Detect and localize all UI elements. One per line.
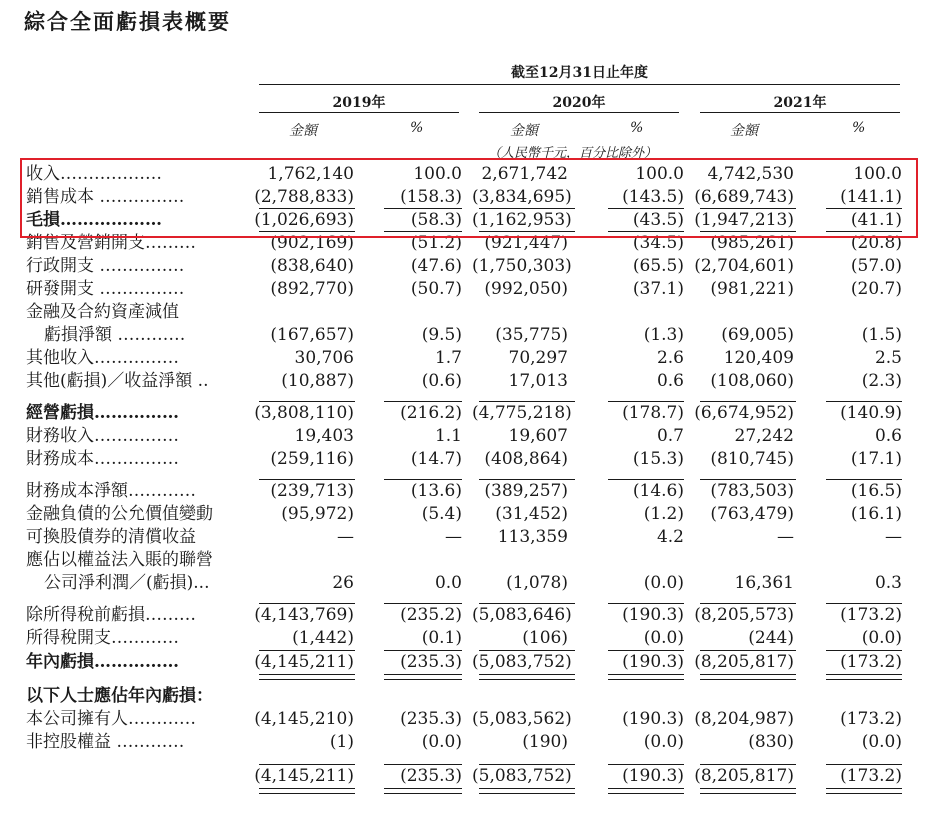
col-pct-2020: % xyxy=(630,120,644,136)
col-amount-2020: 金額 xyxy=(510,123,538,139)
percent-cell: (143.5) xyxy=(622,187,684,207)
subtotal-rule-4 xyxy=(608,603,684,604)
percent-cell: (20.8) xyxy=(850,233,902,253)
amount-cell: (8,204,987) xyxy=(694,709,794,729)
table-row-bond-extinguishment-gain xyxy=(0,526,931,548)
amount-cell: (239,713) xyxy=(270,481,354,501)
amount-cell: 17,013 xyxy=(508,371,568,391)
amount-cell: (1,162,953) xyxy=(472,210,572,230)
percent-cell: 0.3 xyxy=(874,573,902,593)
percent-cell: 4.2 xyxy=(656,527,684,547)
percent-cell: — xyxy=(885,527,902,547)
percent-cell: (5.4) xyxy=(421,504,462,524)
amount-cell: (8,205,573) xyxy=(694,605,794,625)
row-label: 其他(虧損)／收益淨額 .. xyxy=(26,371,209,391)
amount-cell: (4,145,211) xyxy=(254,766,354,786)
subtotal-rule-4 xyxy=(608,650,684,651)
percent-cell: (216.2) xyxy=(400,403,462,423)
amount-cell: (6,689,743) xyxy=(694,187,794,207)
percent-cell: (58.3) xyxy=(410,210,462,230)
percent-cell: (20.7) xyxy=(850,279,902,299)
subtotal-rule-3 xyxy=(479,650,575,651)
amount-cell: (35,775) xyxy=(495,325,568,345)
row-label: 所得稅開支………… xyxy=(26,628,179,648)
percent-cell: (141.1) xyxy=(840,187,902,207)
percent-cell: (2.3) xyxy=(861,371,902,391)
amount-cell: 120,409 xyxy=(723,348,794,368)
row-label: 金融及合約資產減值 xyxy=(26,302,179,322)
percent-cell: (1.2) xyxy=(643,504,684,524)
percent-cell: (173.2) xyxy=(840,709,902,729)
amount-cell: (408,864) xyxy=(484,449,568,469)
amount-cell: (992,050) xyxy=(484,279,568,299)
subtotal-rule-3 xyxy=(479,764,575,765)
percent-cell: 0.7 xyxy=(656,426,684,446)
amount-cell: 19,607 xyxy=(508,426,568,446)
amount-cell: (838,640) xyxy=(270,256,354,276)
highlight-box xyxy=(20,158,918,238)
subtotal-rule-4 xyxy=(608,764,684,765)
amount-cell: (981,221) xyxy=(710,279,794,299)
total-double-rule-6 xyxy=(826,788,902,794)
subtotal-rule-5 xyxy=(700,650,796,651)
amount-cell: 26 xyxy=(332,573,354,593)
amount-cell: (783,503) xyxy=(710,481,794,501)
year-header-2019: 2019年 xyxy=(332,95,386,111)
percent-cell: (1.5) xyxy=(861,325,902,345)
row-label: 經營虧損…………… xyxy=(26,403,179,423)
subtotal-rule-2 xyxy=(384,401,462,402)
amount-cell: 113,359 xyxy=(497,527,568,547)
amount-cell: (167,657) xyxy=(270,325,354,345)
amount-cell: (389,257) xyxy=(484,481,568,501)
row-label: 行政開支 …………… xyxy=(26,256,185,276)
row-label: 非控股權益 ………… xyxy=(26,732,185,752)
amount-cell: (10,887) xyxy=(281,371,354,391)
table-row-rd-expenses xyxy=(0,278,931,300)
subtotal-rule-5 xyxy=(700,603,796,604)
row-label: 研發開支 …………… xyxy=(26,279,185,299)
table-row-attributable-total xyxy=(0,765,931,787)
percent-cell: (173.2) xyxy=(840,605,902,625)
amount-cell: (892,770) xyxy=(270,279,354,299)
subtotal-rule-4 xyxy=(608,479,684,480)
percent-cell: — xyxy=(445,527,462,547)
percent-cell: (235.3) xyxy=(400,652,462,672)
amount-cell: (5,083,646) xyxy=(472,605,572,625)
percent-cell: (190.3) xyxy=(622,709,684,729)
amount-cell: (921,447) xyxy=(484,233,568,253)
amount-cell: (5,083,752) xyxy=(472,652,572,672)
row-label: 公司淨利潤／(虧損)... xyxy=(44,573,210,593)
col-amount-2021: 金額 xyxy=(730,123,758,139)
percent-cell: 1.7 xyxy=(434,348,462,368)
amount-cell: (259,116) xyxy=(270,449,354,469)
year-rule-2021 xyxy=(700,112,900,113)
subtotal-rule-2 xyxy=(384,650,462,651)
row-label: 財務成本淨額………… xyxy=(26,481,196,501)
col-amount-2019: 金額 xyxy=(289,123,317,139)
table-row-attributable-heading xyxy=(0,685,931,707)
table-row-associates-heading xyxy=(0,549,931,571)
table-row-operating-loss xyxy=(0,402,931,424)
subtotal-rule-5 xyxy=(700,401,796,402)
percent-cell: (34.5) xyxy=(632,233,684,253)
amount-cell: (1,078) xyxy=(506,573,568,593)
total-double-rule-4 xyxy=(608,674,684,680)
amount-cell: (95,972) xyxy=(281,504,354,524)
subtotal-rule-3 xyxy=(479,479,575,480)
amount-cell: (106) xyxy=(522,628,568,648)
amount-cell: (1,442) xyxy=(292,628,354,648)
percent-cell: 0.0 xyxy=(434,573,462,593)
subtotal-rule-2 xyxy=(384,764,462,765)
row-label: 虧損淨額 ………… xyxy=(44,325,186,345)
percent-cell: 2.6 xyxy=(656,348,684,368)
amount-cell: (902,169) xyxy=(270,233,354,253)
amount-cell: (2,788,833) xyxy=(254,187,354,207)
amount-cell: 30,706 xyxy=(294,348,354,368)
table-row-finance-costs xyxy=(0,448,931,470)
subtotal-rule-5 xyxy=(700,479,796,480)
amount-cell: 1,762,140 xyxy=(267,164,354,184)
subtotal-rule-1 xyxy=(259,479,355,480)
subtotal-rule-1 xyxy=(259,401,355,402)
percent-cell: 0.6 xyxy=(874,426,902,446)
table-row-noncontrolling-interests xyxy=(0,731,931,753)
total-double-rule-2 xyxy=(384,674,462,680)
table-row-loss-before-tax xyxy=(0,604,931,626)
percent-cell: (158.3) xyxy=(400,187,462,207)
unit-note: （人民幣千元，百分比除外） xyxy=(488,146,658,161)
subtotal-rule-4 xyxy=(608,401,684,402)
percent-cell: (50.7) xyxy=(410,279,462,299)
amount-cell: 70,297 xyxy=(508,348,568,368)
percent-cell: 2.5 xyxy=(874,348,902,368)
amount-cell: (31,452) xyxy=(495,504,568,524)
subtotal-rule-2 xyxy=(384,479,462,480)
total-double-rule-5 xyxy=(700,674,796,680)
amount-cell: (3,834,695) xyxy=(472,187,572,207)
percent-cell: 100.0 xyxy=(413,164,462,184)
row-label: 以下人士應佔年內虧損： xyxy=(26,686,213,706)
year-rule-2019 xyxy=(259,112,459,113)
row-label: 收入……………… xyxy=(26,164,162,184)
table-row-impairment-heading xyxy=(0,301,931,323)
amount-cell: 19,403 xyxy=(294,426,354,446)
row-label: 銷售成本 …………… xyxy=(26,187,185,207)
percent-cell: (37.1) xyxy=(632,279,684,299)
year-header-2020: 2020年 xyxy=(552,95,606,111)
amount-cell: (2,704,601) xyxy=(694,256,794,276)
amount-cell: (6,674,952) xyxy=(694,403,794,423)
row-label: 銷售及營銷開支……… xyxy=(26,233,196,253)
subtotal-rule-6 xyxy=(826,603,902,604)
percent-cell: (178.7) xyxy=(622,403,684,423)
total-double-rule-4 xyxy=(608,788,684,794)
amount-cell: — xyxy=(777,527,794,547)
table-row-admin-expenses xyxy=(0,255,931,277)
percent-cell: 100.0 xyxy=(853,164,902,184)
percent-cell: (57.0) xyxy=(850,256,902,276)
year-rule-2020 xyxy=(479,112,679,113)
percent-cell: (47.6) xyxy=(410,256,462,276)
percent-cell: (173.2) xyxy=(840,652,902,672)
total-double-rule-6 xyxy=(826,674,902,680)
total-double-rule-2 xyxy=(384,788,462,794)
percent-cell: (41.1) xyxy=(850,210,902,230)
amount-cell: (8,205,817) xyxy=(694,652,794,672)
total-double-rule-3 xyxy=(479,674,575,680)
percent-cell: (65.5) xyxy=(632,256,684,276)
amount-cell: 2,671,742 xyxy=(481,164,568,184)
subtotal-rule-2 xyxy=(384,603,462,604)
subtotal-rule-6 xyxy=(826,479,902,480)
amount-cell: (985,261) xyxy=(710,233,794,253)
table-row-impairment-net xyxy=(0,324,931,346)
percent-cell: (9.5) xyxy=(421,325,462,345)
amount-cell: (5,083,562) xyxy=(472,709,572,729)
table-row-income-tax xyxy=(0,627,931,649)
percent-cell: 0.6 xyxy=(656,371,684,391)
amount-cell: (4,145,211) xyxy=(254,652,354,672)
percent-cell: (0.0) xyxy=(861,732,902,752)
period-header: 截至12月31日止年度 xyxy=(511,65,648,81)
subtotal-rule-6 xyxy=(826,650,902,651)
percent-cell: (0.0) xyxy=(643,732,684,752)
amount-cell: (5,083,752) xyxy=(472,766,572,786)
amount-cell: (1,026,693) xyxy=(254,210,354,230)
total-double-rule-3 xyxy=(479,788,575,794)
row-label: 年內虧損…………… xyxy=(26,652,179,672)
table-row-other-income xyxy=(0,347,931,369)
percent-cell: (13.6) xyxy=(410,481,462,501)
subtotal-rule-6 xyxy=(826,764,902,765)
col-pct-2019: % xyxy=(410,120,424,136)
document-title: 綜合全面虧損表概要 xyxy=(24,9,231,34)
percent-cell: (14.7) xyxy=(410,449,462,469)
row-label: 可換股債券的清償收益 xyxy=(26,527,196,547)
subtotal-rule-3 xyxy=(479,603,575,604)
amount-cell: — xyxy=(337,527,354,547)
amount-cell: 27,242 xyxy=(734,426,794,446)
table-row-loss-for-year xyxy=(0,651,931,673)
subtotal-rule-1 xyxy=(259,603,355,604)
total-double-rule-1 xyxy=(259,788,355,794)
table-row-owners-share xyxy=(0,708,931,730)
subtotal-rule-1 xyxy=(259,764,355,765)
amount-cell: 4,742,530 xyxy=(707,164,794,184)
amount-cell: (190) xyxy=(522,732,568,752)
col-pct-2021: % xyxy=(852,120,866,136)
percent-cell: (16.1) xyxy=(850,504,902,524)
percent-cell: (0.0) xyxy=(421,732,462,752)
percent-cell: (140.9) xyxy=(840,403,902,423)
amount-cell: (830) xyxy=(748,732,794,752)
percent-cell: (0.1) xyxy=(421,628,462,648)
percent-cell: (0.0) xyxy=(643,573,684,593)
percent-cell: (51.2) xyxy=(410,233,462,253)
amount-cell: (4,145,210) xyxy=(254,709,354,729)
amount-cell: (1,750,303) xyxy=(472,256,572,276)
percent-cell: (0.0) xyxy=(643,628,684,648)
table-row-finance-income xyxy=(0,425,931,447)
percent-cell: (17.1) xyxy=(850,449,902,469)
amount-cell: (69,005) xyxy=(721,325,794,345)
subtotal-rule-5 xyxy=(700,764,796,765)
amount-cell: (1) xyxy=(329,732,354,752)
row-label: 應佔以權益法入賬的聯營 xyxy=(26,550,213,570)
period-rule xyxy=(259,84,900,85)
percent-cell: (0.6) xyxy=(421,371,462,391)
percent-cell: (235.3) xyxy=(400,766,462,786)
percent-cell: (173.2) xyxy=(840,766,902,786)
amount-cell: (4,143,769) xyxy=(254,605,354,625)
percent-cell: (1.3) xyxy=(643,325,684,345)
amount-cell: 16,361 xyxy=(734,573,794,593)
row-label: 其他收入…………… xyxy=(26,348,179,368)
amount-cell: (8,205,817) xyxy=(694,766,794,786)
percent-cell: (235.3) xyxy=(400,709,462,729)
percent-cell: (235.2) xyxy=(400,605,462,625)
row-label: 除所得稅前虧損……… xyxy=(26,605,196,625)
row-label: 本公司擁有人………… xyxy=(26,709,196,729)
amount-cell: (810,745) xyxy=(710,449,794,469)
amount-cell: (244) xyxy=(748,628,794,648)
table-row-associates-profit xyxy=(0,572,931,594)
row-label: 財務收入…………… xyxy=(26,426,179,446)
amount-cell: (108,060) xyxy=(710,371,794,391)
percent-cell: (14.6) xyxy=(632,481,684,501)
percent-cell: (43.5) xyxy=(632,210,684,230)
total-double-rule-5 xyxy=(700,788,796,794)
amount-cell: (763,479) xyxy=(710,504,794,524)
percent-cell: (16.5) xyxy=(850,481,902,501)
percent-cell: 100.0 xyxy=(635,164,684,184)
subtotal-rule-6 xyxy=(826,401,902,402)
table-row-other-gains-net xyxy=(0,370,931,392)
year-header-2021: 2021年 xyxy=(773,95,827,111)
percent-cell: (190.3) xyxy=(622,605,684,625)
percent-cell: (15.3) xyxy=(632,449,684,469)
subtotal-rule-3 xyxy=(479,401,575,402)
amount-cell: (4,775,218) xyxy=(472,403,572,423)
percent-cell: (190.3) xyxy=(622,766,684,786)
amount-cell: (3,808,110) xyxy=(254,403,354,423)
table-row-fair-value-changes xyxy=(0,503,931,525)
table-row-finance-costs-net xyxy=(0,480,931,502)
subtotal-rule-1 xyxy=(259,650,355,651)
row-label: 毛損……………… xyxy=(26,210,162,230)
total-double-rule-1 xyxy=(259,674,355,680)
percent-cell: 1.1 xyxy=(434,426,462,446)
percent-cell: (190.3) xyxy=(622,652,684,672)
row-label: 財務成本…………… xyxy=(26,449,179,469)
percent-cell: (0.0) xyxy=(861,628,902,648)
row-label: 金融負債的公允價值變動 xyxy=(26,504,213,524)
amount-cell: (1,947,213) xyxy=(694,210,794,230)
